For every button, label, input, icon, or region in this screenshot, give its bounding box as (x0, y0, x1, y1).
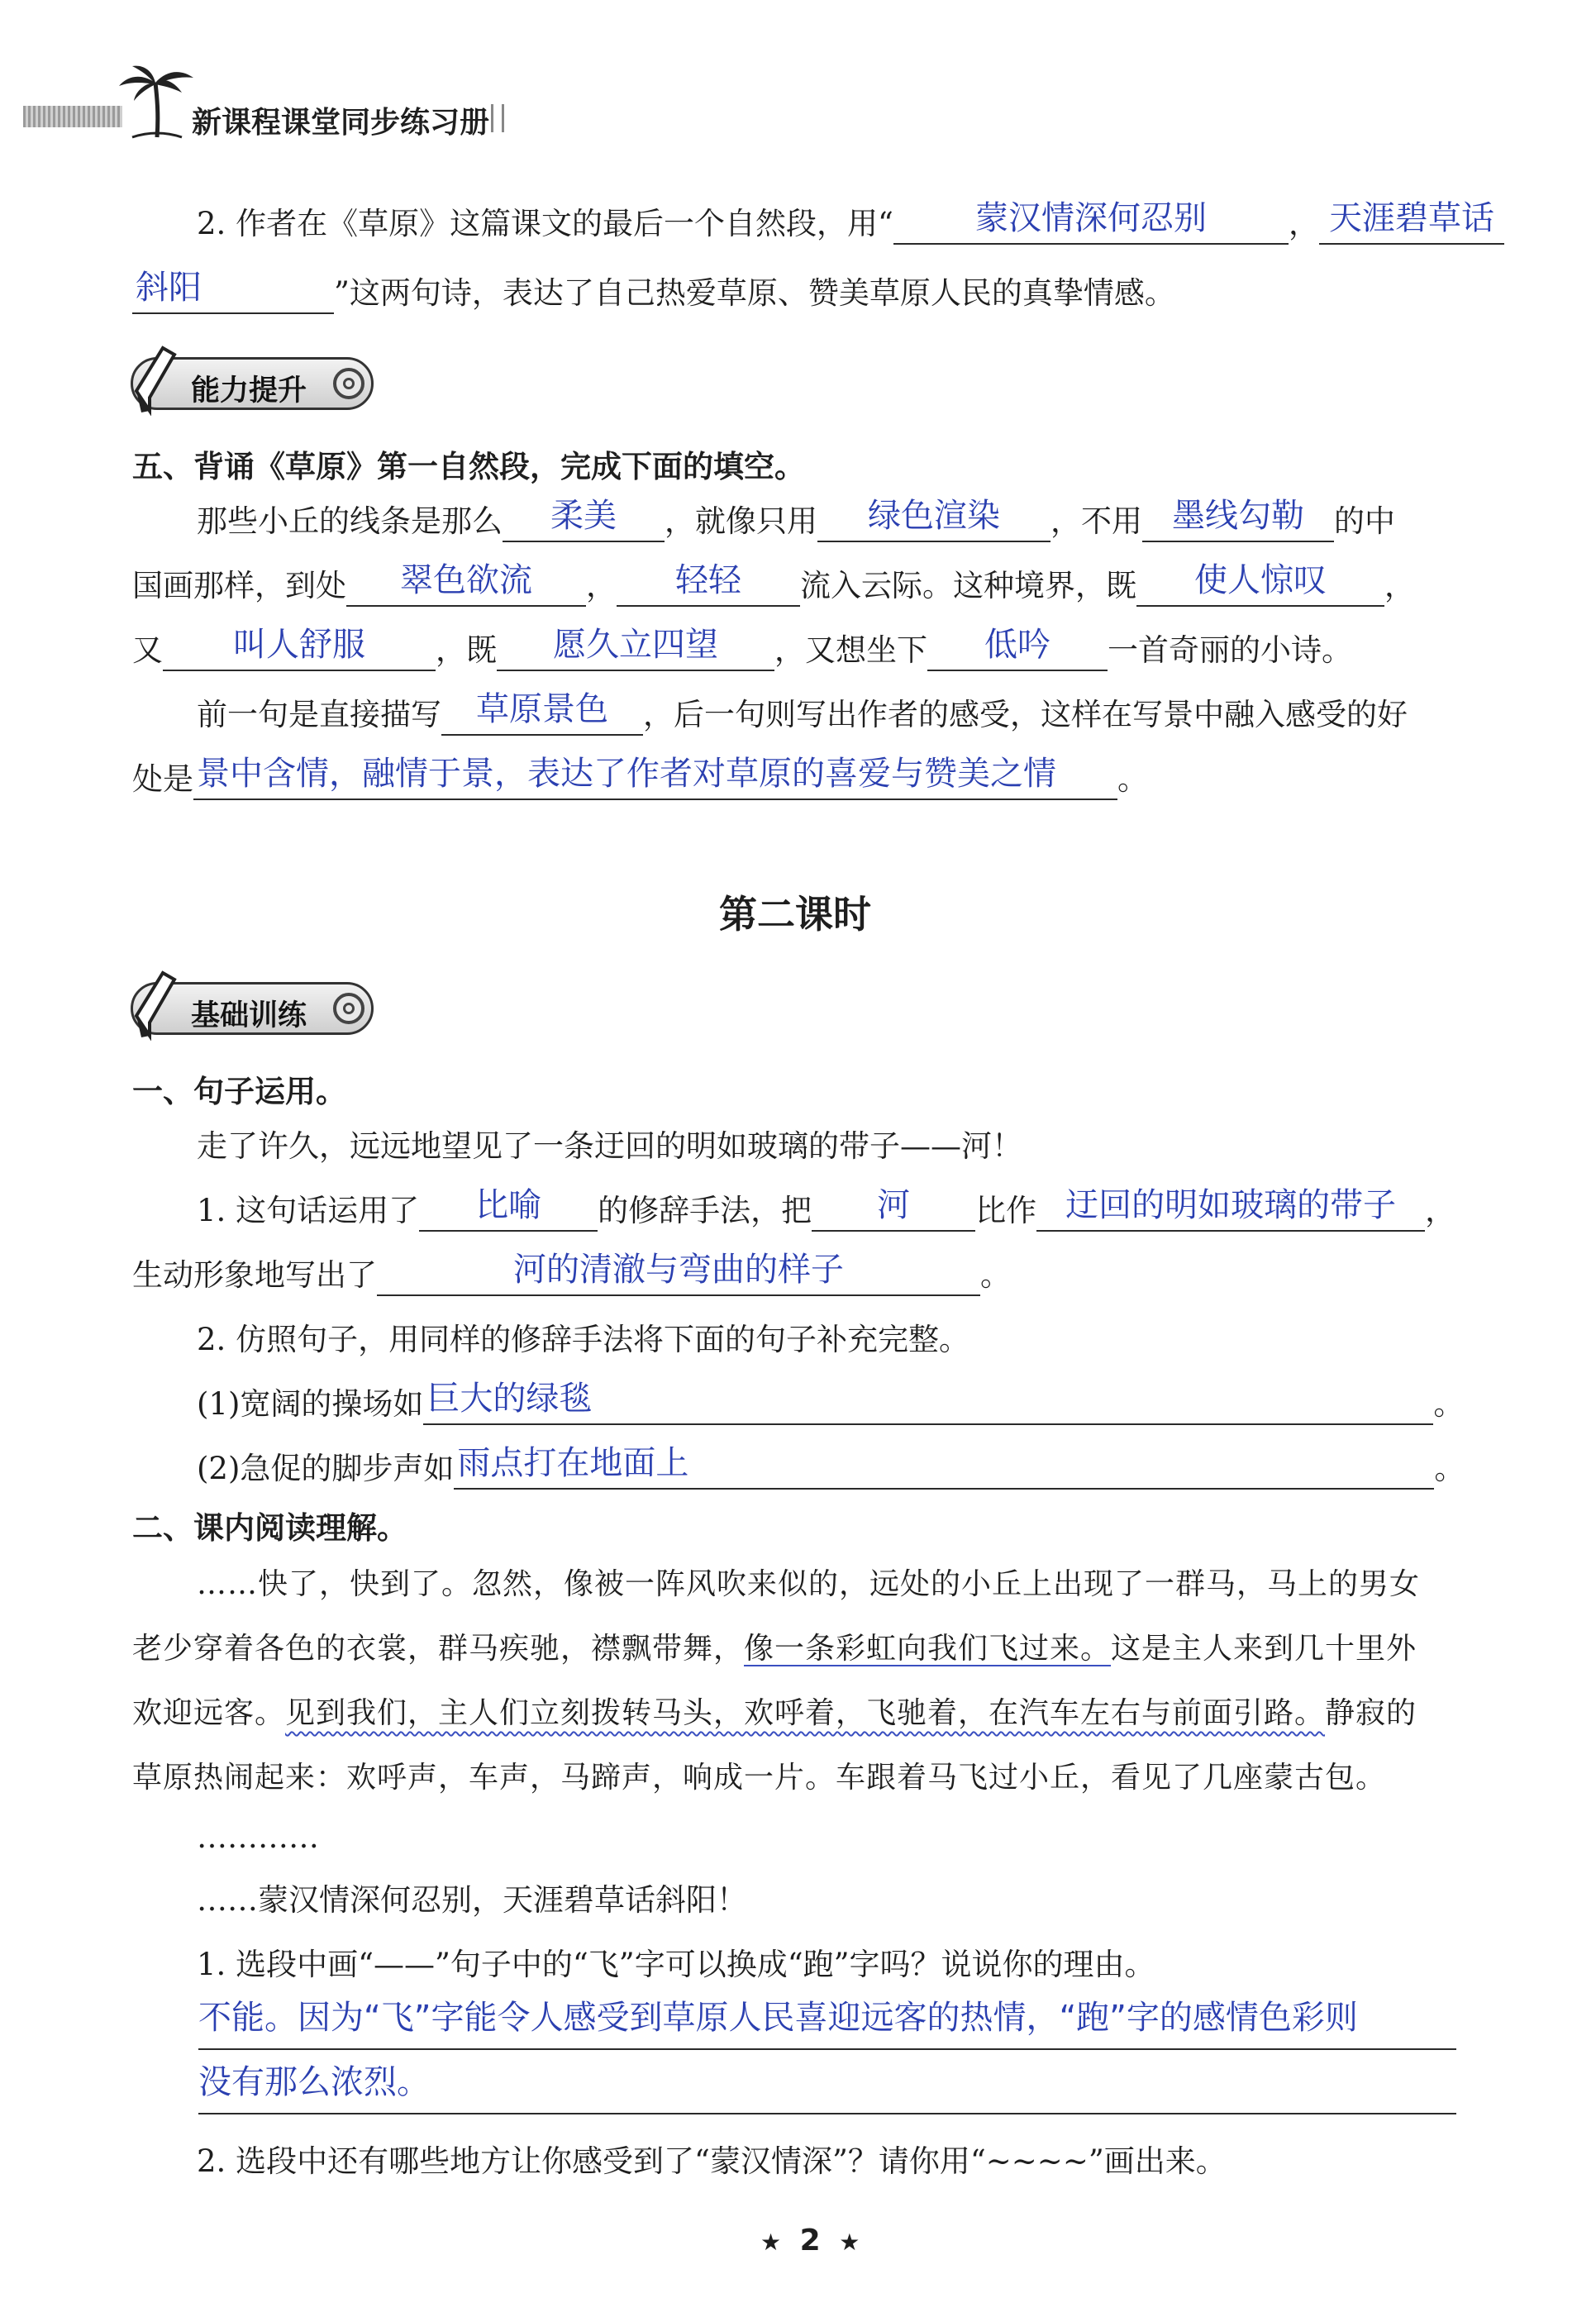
answer-field: 草原景色 (476, 690, 608, 728)
reading-line-2: 老少穿着各色的衣裳，群马疾驰，襟飘带舞，像一条彩虹向我们飞过来。这是主人来到几十里外 (132, 1632, 1417, 1666)
star-icon: ★ (760, 2229, 782, 2256)
q5-line-3: 又 叫人舒服 ，既 愿久立四望 ，又想坐下 低吟 一首奇丽的小诗。 (132, 630, 1352, 671)
ring-icon (333, 368, 364, 399)
palm-tree-icon (116, 64, 198, 139)
answer-field: 翠色欲流 (400, 561, 532, 599)
q5-line-4: 前一句是直接描写 草原景色 ，后一句则写出作者的感受，这样在写景中融入感受的好 (197, 694, 1408, 736)
answer-field: 使人惊叹 (1194, 561, 1327, 599)
reading-line-1: ……快了，快到了。忽然，像被一阵风吹来似的，远处的小丘上出现了一群马，马上的男女 (197, 1567, 1421, 1601)
page-footer (760, 2224, 860, 2257)
lesson-title: 第二课时 (719, 892, 871, 937)
ring-icon (333, 993, 364, 1024)
pencil-icon (125, 966, 183, 1041)
q2-line-2: 斜阳 ”这两句诗，表达了自己热爱草原、赞美草原人民的真挚情感。 (132, 273, 1175, 314)
answer-field: 河 (877, 1186, 911, 1224)
p1-q2: 2. 仿照句子，用同样的修辞手法将下面的句子补充完整。 (197, 1322, 970, 1357)
answer-field: 愿久立四望 (553, 626, 718, 664)
part-2-heading: 二、课内阅读理解。 (132, 1510, 407, 1546)
p1-q2-1: (1)宽阔的操场如 巨大的绿毯 。 (197, 1384, 1464, 1425)
header-divider (491, 104, 504, 132)
answer-field: 雨点打在地面上 (457, 1444, 689, 1482)
part-1-heading: 一、句子运用。 (132, 1074, 346, 1109)
q5-line-1: 那些小丘的线条是那么 柔美 ，就像只用 绿色渲染 ，不用 墨线勾勒 的中 (197, 501, 1395, 542)
p2-q1-answer-line-2: 没有那么浓烈。 (198, 2063, 430, 2101)
answer-field: 景中含情，融情于景，表达了作者对草原的喜爱与赞美之情 (197, 755, 1056, 793)
section-badge-basic: 基础训练 (131, 982, 374, 1035)
answer-field: 柔美 (550, 497, 617, 535)
pencil-icon (125, 341, 183, 416)
answer-field: 轻轻 (675, 561, 741, 599)
star-icon: ★ (839, 2229, 860, 2256)
answer-field: 墨线勾勒 (1172, 497, 1304, 535)
q2-line-1: 2. 作者在《草原》这篇课文的最后一个自然段，用“ 蒙汉情深何忍别 ， 天涯碧草话 (197, 203, 1504, 245)
answer-rule (198, 2113, 1456, 2114)
answer-field: 河的清澈与弯曲的样子 (513, 1251, 844, 1289)
wavy-underline-sentence: 见到我们，主人们立刻拨转马头，欢呼着，飞驰着，在汽车左右与前面引路。 (285, 1696, 1326, 1730)
p1-q2-2: (2)急促的脚步声如 雨点打在地面上 。 (197, 1448, 1465, 1490)
answer-field: 天涯碧草话 (1328, 199, 1494, 237)
p1-q1-line-1: 1. 这句话运用了 比喻 的修辞手法，把 河 比作 迂回的明如玻璃的带子 ， (197, 1190, 1455, 1232)
answer-field: 叫人舒服 (233, 626, 365, 664)
answer-field: 蒙汉情深何忍别 (974, 199, 1207, 237)
p1-q1-line-2: 生动形象地写出了 河的清澈与弯曲的样子 。 (132, 1255, 1011, 1296)
section-badge-ability: 能力提升 (131, 357, 374, 410)
answer-field: 巨大的绿毯 (426, 1380, 593, 1418)
q5-line-5: 处是 景中含情，融情于景，表达了作者对草原的喜爱与赞美之情 。 (132, 759, 1148, 800)
reading-ellipsis: ………… (197, 1819, 319, 1855)
answer-field: 迂回的明如玻璃的带子 (1065, 1186, 1397, 1224)
answer-rule (198, 2048, 1456, 2050)
answer-field: 绿色渲染 (868, 497, 1000, 535)
reading-poem-line: ……蒙汉情深何忍别，天涯碧草话斜阳！ (197, 1882, 747, 1918)
header-bar (23, 106, 122, 127)
q5-line-2: 国画那样，到处 翠色欲流 ， 轻轻 流入云际。这种境界，既 使人惊叹 ， (132, 565, 1415, 607)
answer-field: 低吟 (984, 626, 1051, 664)
book-title: 新课程课堂同步练习册 (192, 106, 490, 140)
reading-line-4: 草原热闹起来：欢呼声，车声，马蹄声，响成一片。车跟着马飞过小丘，看见了几座蒙古包。 (132, 1761, 1387, 1795)
page-number: 2 (799, 2224, 821, 2257)
answer-field: 比喻 (475, 1186, 542, 1224)
reading-line-3: 欢迎远客。见到我们，主人们立刻拨转马头，欢呼着，飞驰着，在汽车左右与前面引路。静寂的 (132, 1696, 1417, 1730)
section-5-heading: 五、背诵《草原》第一自然段，完成下面的填空。 (132, 449, 805, 484)
p2-q2: 2. 选段中还有哪些地方让你感受到了“蒙汉情深”？请你用“~~~~”画出来。 (197, 2143, 1227, 2179)
p2-q1: 1. 选段中画“——”句子中的“飞”字可以换成“跑”字吗？说说你的理由。 (197, 1947, 1155, 1982)
straight-underline-sentence: 像一条彩虹向我们飞过来。 (744, 1632, 1112, 1666)
answer-field: 斜阳 (136, 269, 202, 307)
p2-q1-answer-line-1: 不能。因为“飞”字能令人感受到草原人民喜迎远客的热情，“跑”字的感情色彩则 (198, 1999, 1358, 2037)
example-sentence: 走了许久，远远地望见了一条迂回的明如玻璃的带子——河！ (197, 1128, 1022, 1164)
